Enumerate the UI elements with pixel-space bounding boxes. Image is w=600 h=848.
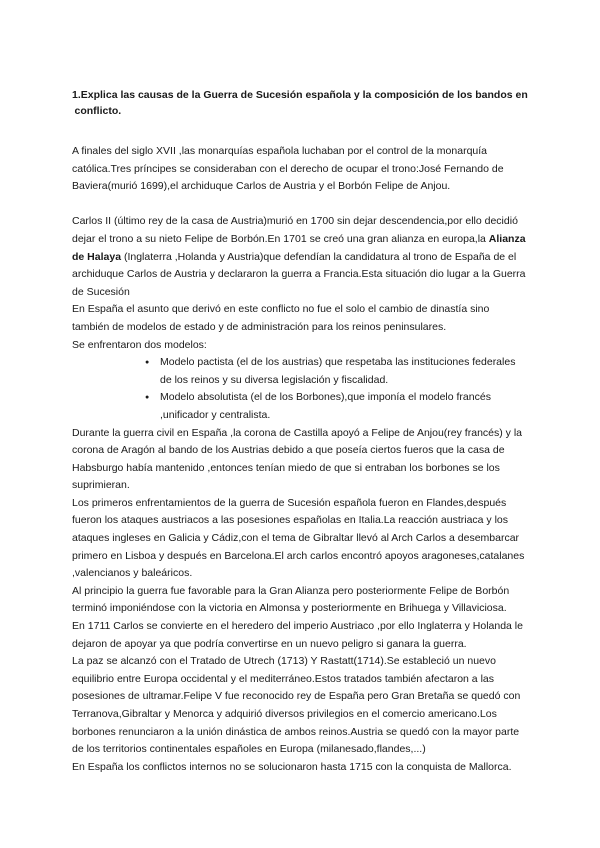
paragraph-candidates: A finales del siglo XVII ,las monarquías española luchaban por el control de la monarquía católica.Tres príncipes se consideraban con el derecho de ocupar el trono:José Fernando de Baviera(murió 1699),el archiduque Carlos de Austria y el Borbón Felipe de Anjou.: [72, 145, 504, 193]
grand-alliance-text-after: (Inglaterra ,Holanda y Austria)que defendían la candidatura al trono de España de el archiduque Carlos de Austria y declararon la guerra a Francia.Esta situación dio lugar a la Guerra de Sucesión: [72, 250, 526, 298]
grand-alliance-term: Alianza de Halaya: [72, 232, 526, 263]
paragraph-two-models-intro: Se enfrentaron dos modelos:: [72, 338, 207, 351]
paragraph-models-of-state: En España el asunto que derivó en este conflicto no fue el solo el cambio de dinastía sino también de modelos de estado y de administración para los reinos peninsulares.: [72, 303, 490, 333]
document-body: [72, 88, 528, 776]
list-item-absolutist-model: ● Modelo absolutista (el de los Borbones),que imponía el modelo francés ,unificador y centralista.: [145, 389, 528, 424]
question-title-line-2: conflicto.: [74, 104, 122, 117]
paragraph-war-outcome: Al principio la guerra fue favorable para la Gran Alianza pero posteriormente Felipe de Borbón terminó imponiéndose con la victoria en Almonsa y posteriormente en Brihuega y Villaviciosa.: [72, 584, 510, 615]
paragraph-carlos-heir: En 1711 Carlos se convierte en el heredero del imperio Austriaco ,por ello Inglaterra y Holanda le dejaron de apoyar ya que podría convertirse en un nuevo peligro si ganara la guerra.: [72, 620, 523, 650]
paragraph-mallorca: En España los conflictos internos no se solucionaron hasta 1715 con la conquista de Mallorca.: [72, 760, 512, 773]
paragraph-peace-treaties: La paz se alcanzó con el Tratado de Utrech (1713) Y Rastatt(1714).Se estableció un nuevo equilibrio entre Europa occidental y el mediterráneo.Estos tratados también afectaron a las posesiones de ultramar.Felipe V fue reconocido rey de España pero Gran Bretaña se quedó con Terranova,Gibraltar y Menorca y adquirió diversos privilegios en el comercio americano.Los borbones renunciaron a la unión dinástica de ambos reinos.Austria se quedó con la mayor parte de los territorios continentales españoles en Europa (milanesado,flandes,...): [72, 655, 521, 756]
paragraph-grand-alliance: [72, 213, 528, 301]
paragraph-civil-war: Durante la guerra civil en España ,la corona de Castilla apoyó a Felipe de Anjou(rey francés) y la corona de Aragón al bando de los Austrias debido a que poseía ciertos fueros que la casa de Habsburgo había mantenido ,entonces tenían miedo de que si entraban los borbones se los suprimieran.: [72, 426, 522, 492]
grand-alliance-text-before: Carlos II (último rey de la casa de Austria)murió en 1700 sin dejar descendencia,por ello decidió dejar el trono a su nieto Felipe de Borbón.En 1701 se creó una gran alianza en europa,la: [72, 215, 518, 245]
paragraph-first-battles: Los primeros enfrentamientos de la guerra de Sucesión española fueron en Flandes,después fueron los ataques austriacos a las posesiones españolas en Italia.La reacción austriaca y los ataques ingleses en Galicia y Cádiz,con el tema de Gibraltar llevó al Arch Carlos a desembarcar primero en Lisboa y después en Barcelona.El arch carlos encontró apoyos aragoneses,catalanes ,valencianos y baleáricos.: [72, 496, 525, 580]
models-list: [72, 354, 528, 424]
list-item-pactist-model: ● Modelo pactista (el de los austrias) que respetaba las instituciones federales de los reinos y su diversa legislación y fiscalidad.: [145, 354, 528, 389]
question-title: [72, 88, 528, 119]
question-title-line-1: 1.Explica las causas de la Guerra de Sucesión española y la composición de los bandos en: [72, 89, 528, 101]
